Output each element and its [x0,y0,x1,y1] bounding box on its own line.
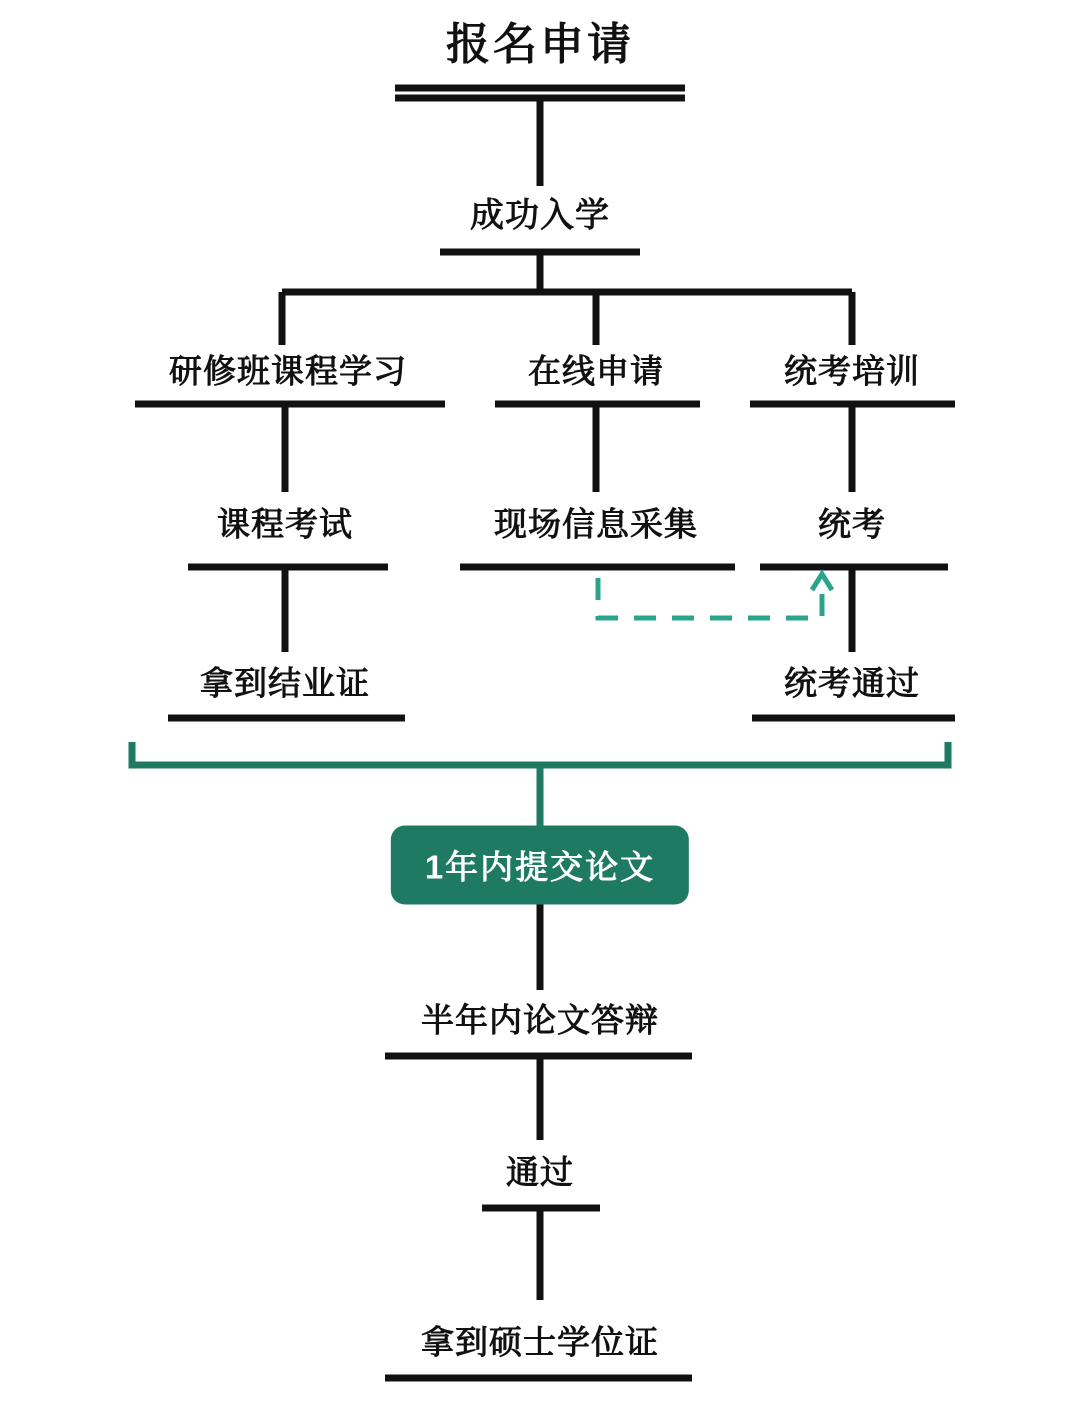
dashed-arrow-head [812,574,832,590]
node-passed[interactable]: 通过 [506,1153,574,1191]
node-seminar-course-study[interactable]: 研修班课程学习 [169,352,407,390]
node-course-exam[interactable]: 课程考试 [217,505,353,543]
node-thesis-defense-within-half-year[interactable]: 半年内论文答辩 [421,1001,659,1039]
node-onsite-info-collection[interactable]: 现场信息采集 [494,505,698,543]
edge-collect-to-test-dashed [598,578,822,618]
node-submit-thesis-within-one-year[interactable]: 1年内提交论文 [391,826,689,905]
edge-merge-bracket [132,742,948,765]
node-successful-admission[interactable]: 成功入学 [470,196,610,235]
node-unified-exam[interactable]: 统考 [818,505,886,543]
node-application[interactable]: 报名申请 [446,20,634,69]
node-online-application[interactable]: 在线申请 [528,352,664,390]
node-unified-exam-passed[interactable]: 统考通过 [784,664,920,702]
node-master-degree-certificate[interactable]: 拿到硕士学位证 [421,1323,659,1361]
node-completion-certificate[interactable]: 拿到结业证 [200,664,370,702]
node-unified-exam-training[interactable]: 统考培训 [784,352,920,390]
